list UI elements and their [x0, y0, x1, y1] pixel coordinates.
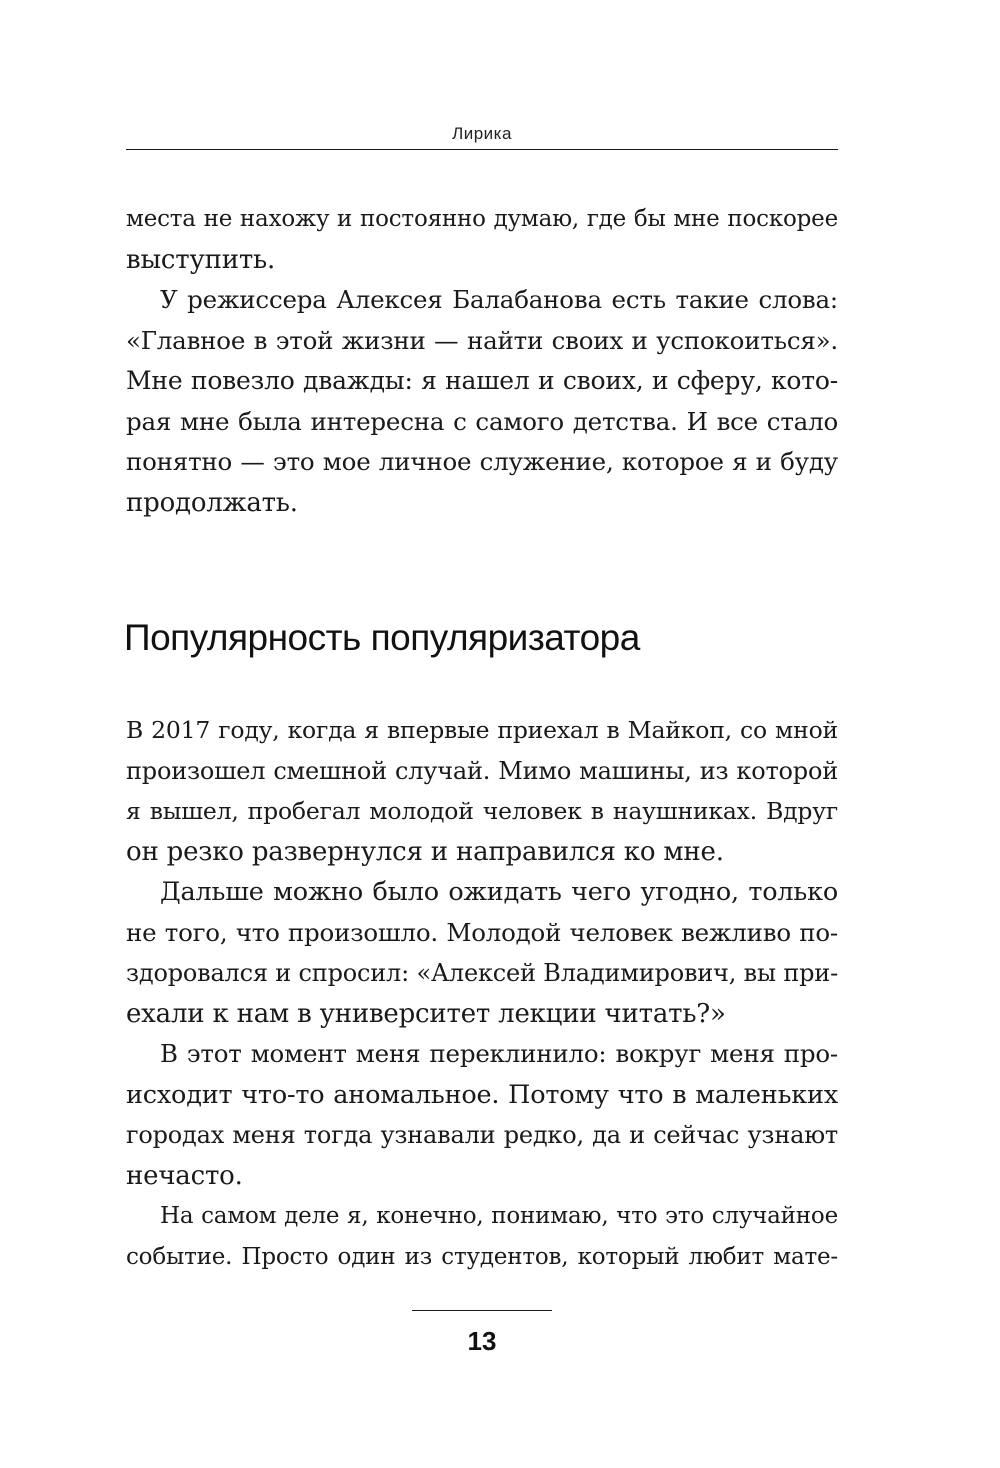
paragraph-block-top	[126, 199, 838, 523]
text-line: У режиссера Алексея Балабанова есть такие слова:	[160, 285, 838, 314]
text-line: места не нахожу и постоянно думаю, где бы мне поскорее	[126, 206, 838, 232]
text-line: событие. Просто один из студентов, который любит мате-	[126, 1243, 838, 1270]
footer-rule	[412, 1310, 552, 1311]
section-title: Популярность популяризатора	[124, 617, 640, 658]
text-line: нечасто.	[126, 1160, 243, 1191]
text-line: городах меня тогда узнавали редко, да и сейчас узнают	[126, 1121, 838, 1149]
text-line: здоровался и спросил: «Алексей Владимирович, вы при-	[126, 959, 838, 987]
text-line: На самом деле я, конечно, понимаю, что это случайное	[160, 1203, 838, 1229]
text-line: выступить.	[126, 244, 276, 275]
text-line: произошел смешной случай. Мимо машины, из которой	[126, 756, 838, 785]
text-line: В 2017 году, когда я впервые приехал в Майкоп, со мной	[126, 716, 838, 744]
text-line: понятно — это мое личное служение, которое я и буду	[126, 447, 838, 476]
text-line: ехали к нам в университет лекции читать?»	[126, 998, 726, 1029]
text-line: рая мне была интересна с самого детства. И все стало	[126, 406, 838, 436]
text-line: «Главное в этой жизни — найти своих и успокоиться».	[126, 325, 838, 355]
text-line: я вышел, пробегал молодой человек в наушниках. Вдруг	[126, 797, 838, 825]
text-line: он резко развернулся и направился ко мне.	[126, 836, 724, 867]
text-line: В этот момент меня переклинило: вокруг меня про-	[160, 1039, 838, 1068]
text-line: Дальше можно было ожидать чего угодно, только	[160, 877, 838, 907]
text-line: продолжать.	[126, 487, 298, 518]
page-number: 13	[467, 1326, 497, 1356]
text-line: Мне повезло дважды: я нашел и своих, и сферу, кото-	[126, 366, 838, 395]
running-head: Лирика	[452, 124, 512, 143]
header-rule	[126, 149, 838, 150]
paragraph-block-bottom	[126, 710, 838, 1277]
text-line: не того, что произошло. Молодой человек вежливо по-	[126, 917, 838, 947]
text-line: исходит что-то аномальное. Потому что в маленьких	[126, 1079, 838, 1110]
